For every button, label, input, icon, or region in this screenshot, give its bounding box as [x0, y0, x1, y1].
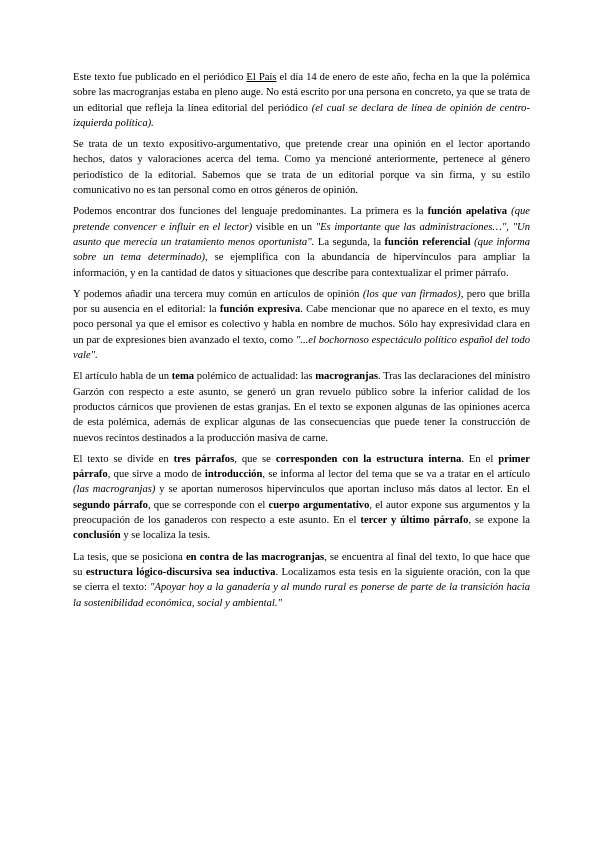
bold-run: estructura lógico-discursiva sea inductiva [85, 566, 276, 578]
italic-run: (los que van firmados) [362, 288, 461, 300]
text-run: La tesis, que se posiciona [73, 551, 186, 563]
text-run: polémico de actualidad: las [194, 371, 316, 383]
bold-run: segundo párrafo [73, 499, 148, 511]
document-body [73, 70, 530, 617]
text-run: , pero que brilla por su ausencia en el editorial: la [73, 288, 530, 316]
paragraph-text-type [73, 137, 530, 198]
text-run: , se expone la [468, 515, 530, 527]
italic-run: (que informa sobre un tema determinado) [73, 236, 530, 264]
bold-run: en contra de las macrogranjas [185, 551, 325, 563]
paragraph-publication [73, 70, 530, 131]
italic-run: "...el bochornoso espectáculo político español del todo vale". [73, 334, 530, 362]
bold-run: macrogranjas [315, 371, 378, 383]
text-run: Podemos encontrar dos funciones del lenguaje predominantes. La primera es la [73, 206, 428, 218]
bold-run: tercer y último párrafo [360, 515, 469, 527]
text-run: , el autor expone sus argumentos y la preocupación de los ganaderos con respecto a este asunto. En el [73, 499, 530, 527]
text-run: . En el [461, 453, 499, 465]
text-run: , que se [234, 453, 276, 465]
text-run: . Tras las declaraciones del ministro Garzón con respecto a este asunto, se generó un gran revuelo público sobre la inferior calidad de los productos cárnicos que provienen de estas granjas. En el texto se exponen algunas de las opiniones acerca de esta polémica, además de explicar algunas de las consecuencias que puede tener la construcción de nuevos recintos destinados a la producción masiva de carne. [73, 371, 531, 444]
bold-run: corresponden con la estructura interna [275, 453, 462, 465]
text-run: , que se corresponde con el [147, 499, 269, 511]
italic-run: "Es importante que las administraciones…", "Un asunto que merecía un tratamiento menos oportunista". [73, 221, 530, 248]
italic-run: (que pretende convencer e influir en el lector) [73, 206, 530, 233]
bold-run: tema [171, 371, 195, 383]
text-run: y se aportan numerosos hipervínculos que aportan incluso más datos al lector. En el [155, 484, 530, 496]
text-run: El artículo habla de un [73, 371, 172, 383]
text-run: , que sirve a modo de [107, 469, 205, 481]
text-run: y se localiza la tesis. [120, 530, 211, 542]
paragraph-language-functions [73, 204, 530, 280]
text-run: La segunda, la [314, 236, 385, 248]
text-run: . Cabe mencionar que no aparece en el texto, es muy poco personal ya que el emisor es colectivo y habla en nombre de muchos. Sólo hay expresividad clara en un par de expresiones bien avanzado el texto, como [73, 304, 530, 346]
newspaper-name: El País [246, 72, 277, 83]
paragraph-expressive-function [73, 287, 530, 363]
paragraph-structure [73, 452, 530, 544]
bold-run: función apelativa [427, 206, 508, 218]
italic-run: (las macrogranjas) [73, 484, 156, 496]
text-run: , se informa al lector del tema que se va a tratar en el artículo [262, 469, 530, 481]
text-run: Este texto fue publicado en el periódico [73, 72, 247, 83]
bold-run: conclusión [73, 530, 121, 542]
bold-run: cuerpo argumentativo [268, 499, 370, 511]
text-run: Y podemos añadir una tercera muy común en artículos de opinión [73, 288, 363, 300]
bold-run: primer párrafo [73, 453, 530, 481]
text-run: visible en un [252, 221, 316, 233]
text-run: Se trata de un texto expositivo-argumentativo, que pretende crear una opinión en el lector aportando hechos, datos y valoraciones acerca del tema. Como ya mencioné anteriormente, pertenece al género periodístico de la editorial. Sabemos que se trata de un editorial porque va sin firma, y su estilo comunicativo no es tan personal como en otros géneros de opinión. [73, 139, 530, 197]
bold-run: introducción [204, 469, 263, 481]
italic-run: (el cual se declara de línea de opinión de centro-izquierda política). [73, 102, 530, 129]
bold-run: función expresiva [219, 304, 301, 316]
text-run: , se ejemplifica con la abundancia de hipervínculos para ampliar la información, y en la cantidad de datos y situaciones que describe para contextualizar el primer párrafo. [73, 252, 530, 279]
text-run: el día 14 de enero de este año, fecha en la que la polémica sobre las macrogranjas estaba en pleno auge. No está escrito por una persona en concreto, ya que se trata de un editorial que refleja la línea editorial del periódico [73, 72, 530, 114]
text-run: . Localizamos esta tesis en la siguiente oración, con la que se cierra el texto: [73, 566, 530, 594]
text-run: , se encuentra al final del texto, lo que hace que su [73, 551, 531, 578]
text-run: El texto se divide en [73, 453, 174, 465]
italic-run: "Apoyar hoy a la ganadería y al mundo rural es ponerse de parte de la transición hacia la sostenibilidad económica, social y ambiental." [73, 582, 530, 609]
bold-run: función referencial [384, 236, 471, 248]
paragraph-thesis [73, 550, 530, 611]
paragraph-topic [73, 369, 530, 445]
bold-run: tres párrafos [173, 453, 235, 465]
